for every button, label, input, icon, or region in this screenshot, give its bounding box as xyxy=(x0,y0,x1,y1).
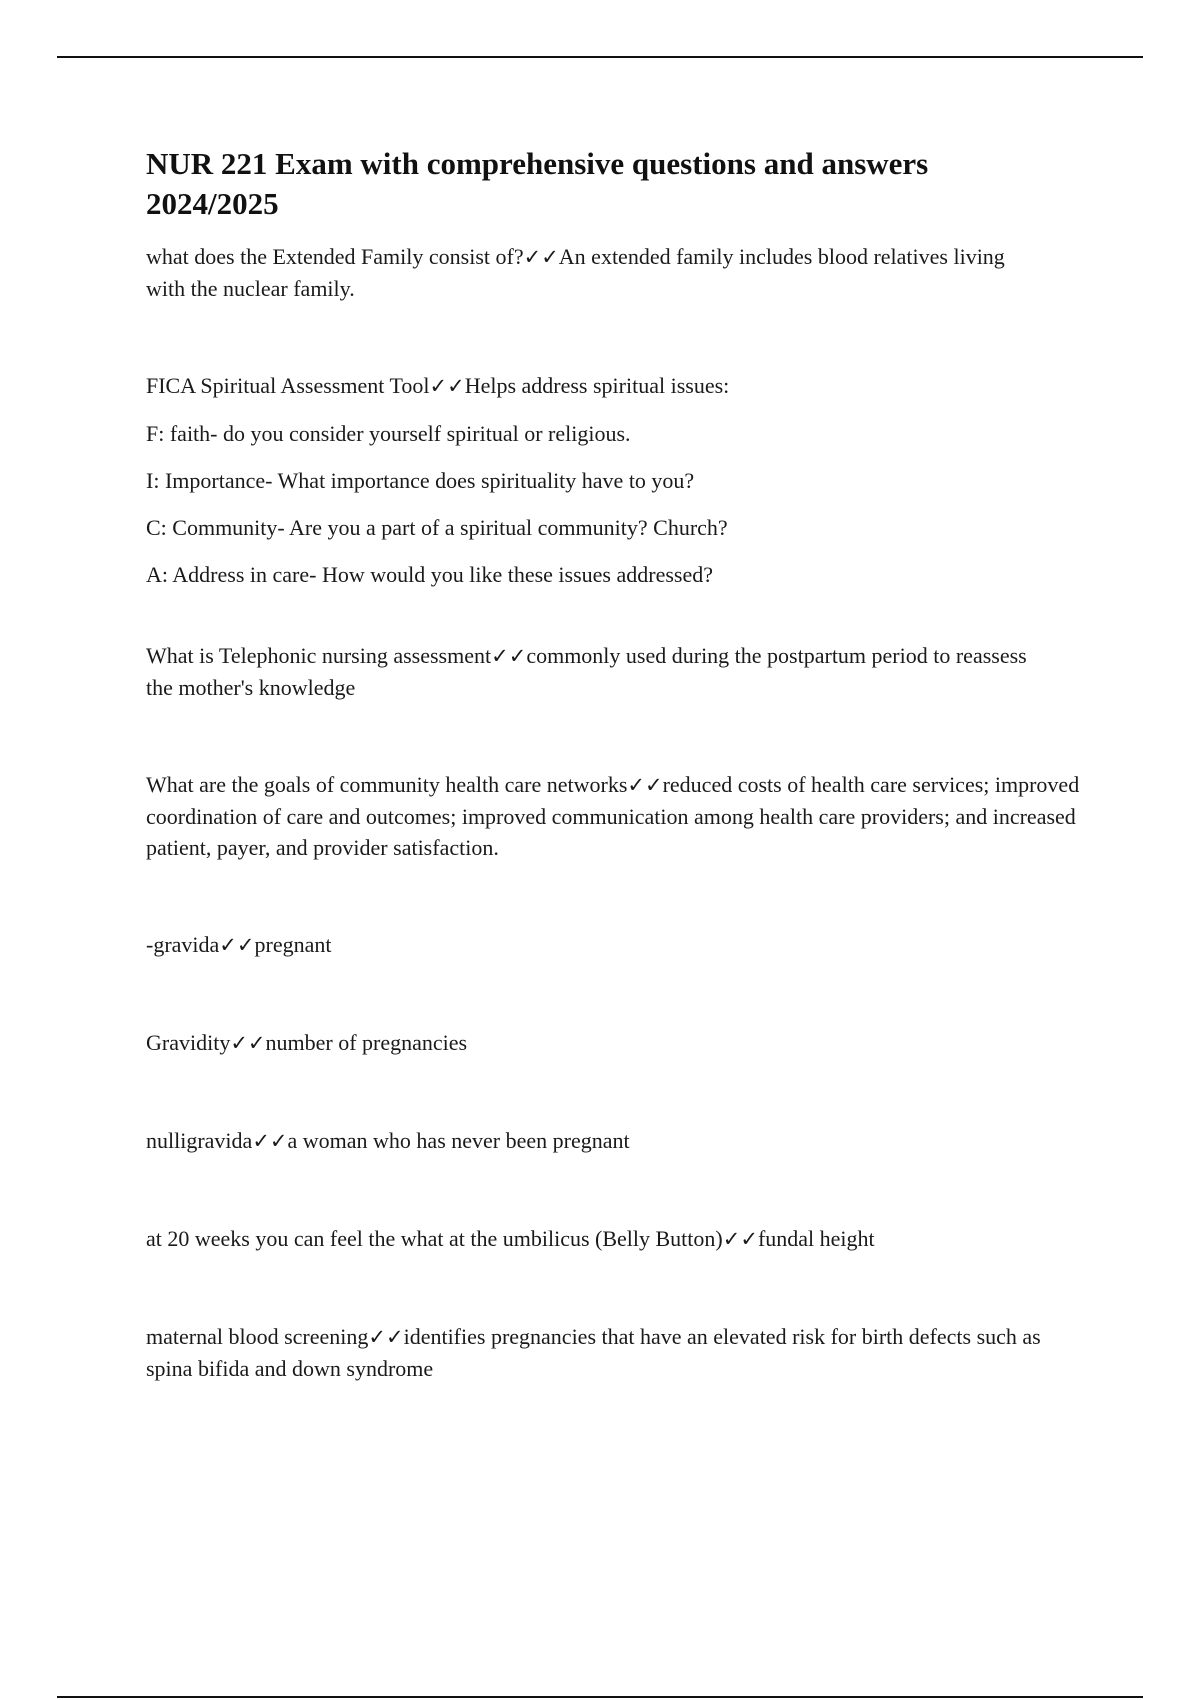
question-text: at 20 weeks you can feel the what at the umbilicus (Belly Button) xyxy=(146,1226,723,1251)
fica-line-importance: I: Importance- What importance does spirituality have to you? xyxy=(146,468,695,493)
double-check-icon: ✓✓ xyxy=(523,245,559,269)
qa-item-maternal-blood-screening xyxy=(146,1321,1066,1384)
fica-line-address: A: Address in care- How would you like these issues addressed? xyxy=(146,562,713,587)
double-check-icon: ✓✓ xyxy=(219,933,255,957)
answer-text: reduced costs of health care services; improved coordination of care and outcomes; improved communication among health care providers; and increased patient, payer, and provider satisfaction. xyxy=(146,772,1080,860)
double-check-icon: ✓✓ xyxy=(627,773,663,797)
double-check-icon: ✓✓ xyxy=(491,644,527,668)
qa-item-gravida xyxy=(146,929,1086,961)
footer-rule xyxy=(57,1696,1143,1698)
document-body xyxy=(146,144,1086,1384)
question-text: Gravidity xyxy=(146,1030,231,1055)
double-check-icon: ✓✓ xyxy=(230,1031,266,1055)
title-line-2: 2024/2025 xyxy=(146,186,279,221)
answer-text: An extended family includes blood relatives living with the nuclear family. xyxy=(146,244,1005,301)
question-text: What are the goals of community health care networks xyxy=(146,772,628,797)
qa-item-community-networks xyxy=(146,769,1086,863)
question-text: what does the Extended Family consist of? xyxy=(146,244,524,269)
answer-text: pregnant xyxy=(254,932,332,957)
qa-item-nulligravida xyxy=(146,1125,1086,1157)
double-check-icon: ✓✓ xyxy=(722,1227,758,1251)
fica-heading xyxy=(146,370,1086,402)
fica-line-faith: F: faith- do you consider yourself spiritual or religious. xyxy=(146,421,631,446)
double-check-icon: ✓✓ xyxy=(429,374,465,398)
qa-item-fica xyxy=(146,370,1086,590)
double-check-icon: ✓✓ xyxy=(368,1325,404,1349)
question-text: FICA Spiritual Assessment Tool xyxy=(146,373,430,398)
question-text: maternal blood screening xyxy=(146,1324,369,1349)
question-text: -gravida xyxy=(146,932,220,957)
answer-text: Helps address spiritual issues: xyxy=(464,373,730,398)
fica-line-community: C: Community- Are you a part of a spiritual community? Church? xyxy=(146,515,728,540)
title-line-1: NUR 221 Exam with comprehensive questions and answers xyxy=(146,146,929,181)
answer-text: commonly used during the postpartum period to reassess the mother's knowledge xyxy=(146,643,1027,700)
qa-item-gravidity xyxy=(146,1027,1086,1059)
qa-item-fundal-height xyxy=(146,1223,1086,1255)
question-text: nulligravida xyxy=(146,1128,253,1153)
qa-item-telephonic-assessment xyxy=(146,640,1046,703)
double-check-icon: ✓✓ xyxy=(252,1129,288,1153)
question-text: What is Telephonic nursing assessment xyxy=(146,643,492,668)
header-rule xyxy=(57,56,1143,58)
answer-text: fundal height xyxy=(757,1226,875,1251)
answer-text: a woman who has never been pregnant xyxy=(287,1128,630,1153)
answer-text: identifies pregnancies that have an elevated risk for birth defects such as spina bifida and down syndrome xyxy=(146,1324,1041,1381)
answer-text: number of pregnancies xyxy=(265,1030,468,1055)
qa-item-extended-family xyxy=(146,241,1036,304)
document-title xyxy=(146,144,1086,224)
